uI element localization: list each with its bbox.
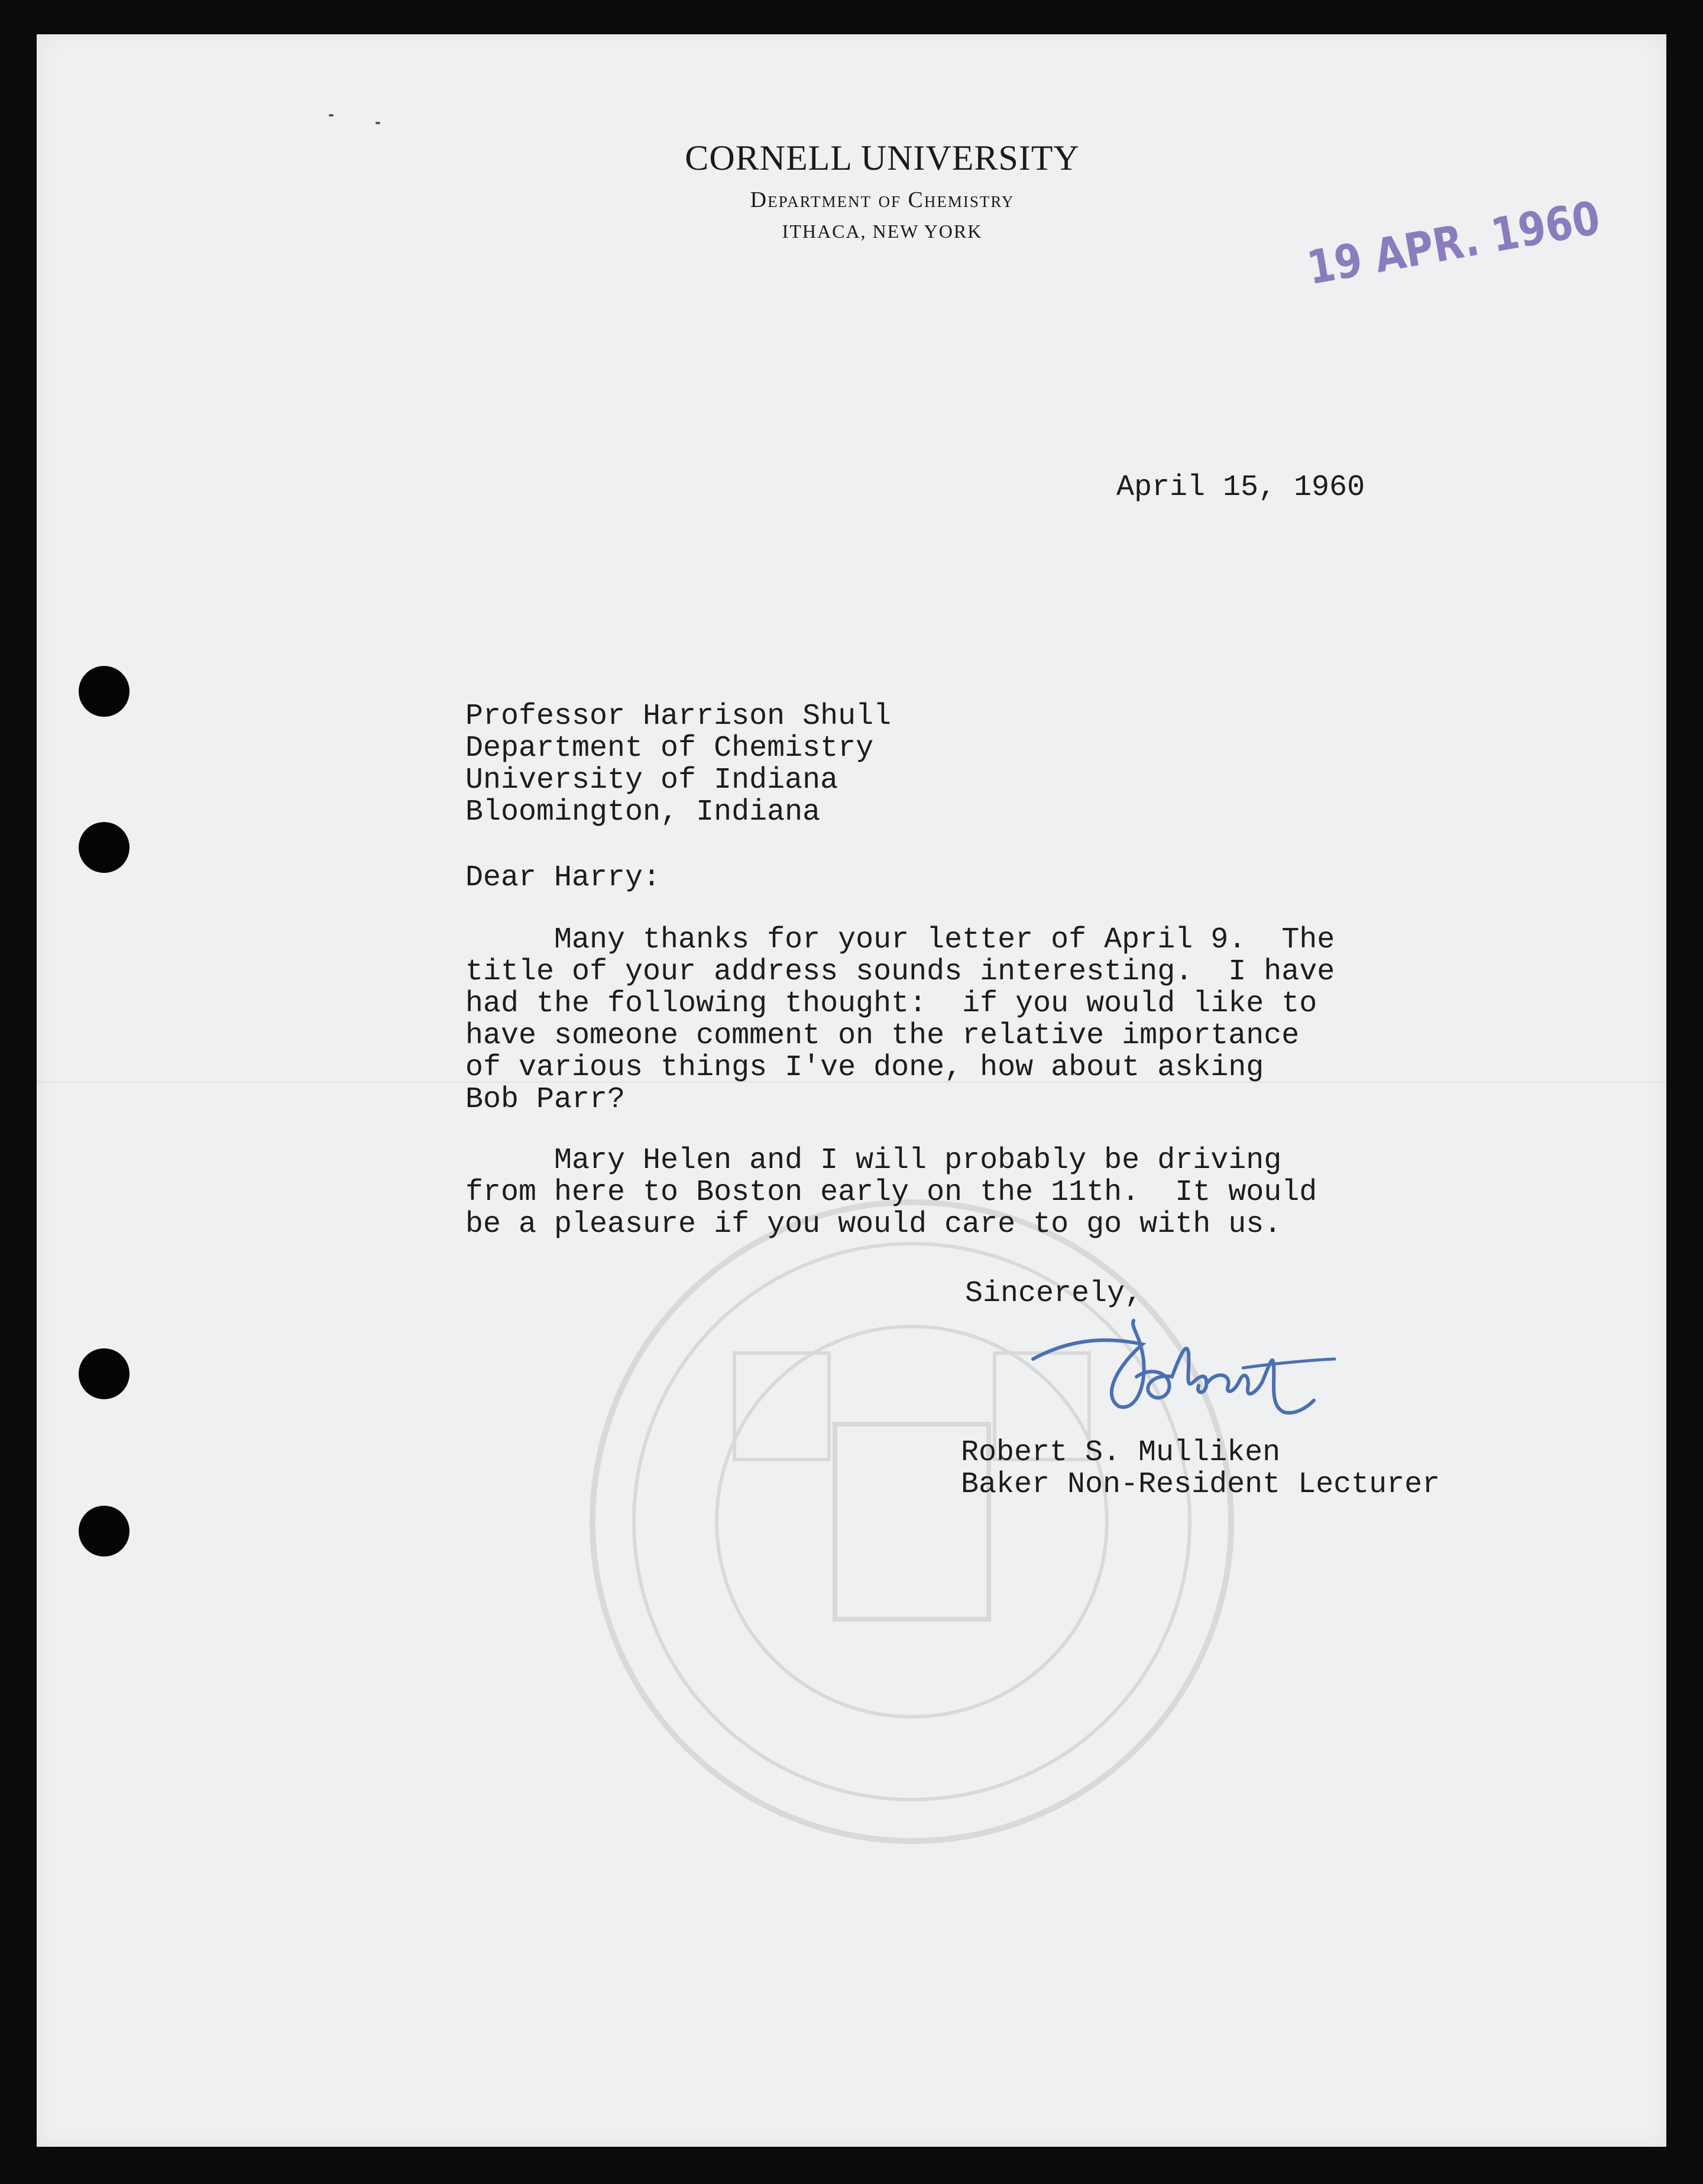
closing: Sincerely, [965,1277,1143,1311]
received-date-stamp: 19 APR. 1960 [1303,191,1604,296]
handwritten-signature [1030,1318,1338,1430]
letterhead-city: ITHACA, NEW YORK [782,221,983,242]
letterhead-department: Department of Chemistry [750,187,1015,212]
body-line: of various things I've done, how about asking [465,1051,1264,1085]
body-line: Bob Parr? [465,1083,626,1117]
paper-speck [375,122,380,124]
university-seal-watermark [557,1188,1267,1856]
letter-sheet [37,34,1666,2147]
binder-hole [79,1348,129,1399]
body-line: Mary Helen and I will probably be driving [465,1144,1282,1177]
letter-date: April 15, 1960 [1116,471,1365,504]
body-line: from here to Boston early on the 11th. It would [465,1176,1317,1209]
binder-hole [79,666,129,717]
signature-block [961,1437,1440,1501]
body-paragraph-2 [465,1145,1317,1241]
body-line: be a pleasure if you would care to go with us. [465,1208,1282,1241]
body-paragraph-1 [465,924,1335,1116]
recipient-line: University of Indiana [465,763,838,797]
body-line: have someone comment on the relative importance [465,1019,1300,1053]
letterhead-university: CORNELL UNIVERSITY [685,138,1080,177]
recipient-address [465,701,891,829]
salutation: Dear Harry: [465,861,661,895]
body-line: had the following thought: if you would like to [465,987,1317,1021]
binder-hole [79,1506,129,1557]
recipient-line: Bloomington, Indiana [465,795,821,829]
paper-speck [329,114,334,117]
recipient-line: Department of Chemistry [465,732,874,765]
body-line: title of your address sounds interesting. I have [465,955,1335,989]
signer-name: Robert S. Mulliken [961,1436,1281,1470]
recipient-line: Professor Harrison Shull [465,700,892,733]
signer-title: Baker Non-Resident Lecturer [961,1468,1440,1502]
body-line: Many thanks for your letter of April 9. The [465,923,1335,957]
binder-hole [79,822,129,873]
